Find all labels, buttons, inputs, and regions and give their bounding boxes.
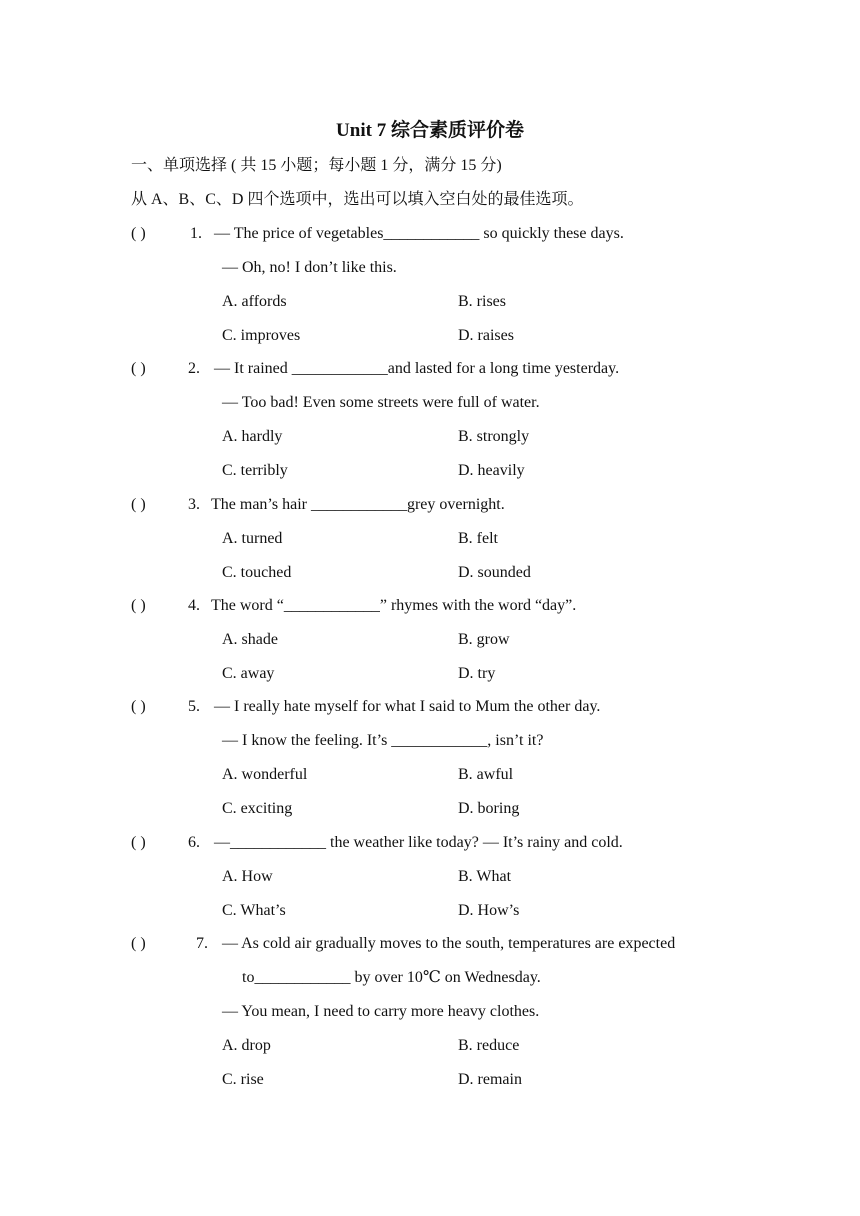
answer-blank[interactable]: ( ) (131, 496, 146, 513)
option-b[interactable]: B. rises (458, 293, 506, 310)
question-stem: — As cold air gradually moves to the south, temperatures are expected (222, 935, 676, 952)
question-number: 6. (188, 834, 200, 851)
answer-blank[interactable]: ( ) (131, 360, 146, 377)
option-c[interactable]: C. terribly (222, 462, 288, 479)
option-d[interactable]: D. try (458, 665, 496, 682)
question-number: 7. (196, 935, 208, 952)
option-a[interactable]: A. shade (222, 631, 278, 648)
section-heading: 一、单项选择 ( 共 15 小题；每小题 1 分，满分 15 分) (131, 157, 502, 174)
option-a[interactable]: A. wonderful (222, 766, 308, 783)
option-c[interactable]: C. touched (222, 564, 292, 581)
option-c[interactable]: C. rise (222, 1071, 264, 1088)
question-stem: — I know the feeling. It’s ____________, isn’t it? (222, 732, 544, 749)
option-c[interactable]: C. improves (222, 327, 301, 344)
option-a[interactable]: A. hardly (222, 428, 283, 445)
question-stem: to____________ by over 10℃ on Wednesday. (242, 969, 541, 986)
question-stem: The man’s hair ____________grey overnight. (211, 496, 505, 513)
option-d[interactable]: D. boring (458, 800, 520, 817)
option-c[interactable]: C. What’s (222, 902, 286, 919)
question-number: 2. (188, 360, 200, 377)
question-number: 5. (188, 698, 200, 715)
option-a[interactable]: A. affords (222, 293, 287, 310)
answer-blank[interactable]: ( ) (131, 834, 146, 851)
question-stem: — I really hate myself for what I said to Mum the other day. (214, 698, 601, 715)
question-stem: — You mean, I need to carry more heavy clothes. (222, 1003, 540, 1020)
answer-blank[interactable]: ( ) (131, 935, 146, 952)
option-b[interactable]: B. reduce (458, 1037, 520, 1054)
option-d[interactable]: D. How’s (458, 902, 520, 919)
question-stem: — Too bad! Even some streets were full of water. (222, 394, 540, 411)
question-stem: — It rained ____________and lasted for a long time yesterday. (214, 360, 620, 377)
answer-blank[interactable]: ( ) (131, 225, 146, 242)
question-number: 3. (188, 496, 200, 513)
option-c[interactable]: C. away (222, 665, 275, 682)
option-a[interactable]: A. How (222, 868, 273, 885)
option-a[interactable]: A. turned (222, 530, 283, 547)
answer-blank[interactable]: ( ) (131, 698, 146, 715)
option-b[interactable]: B. felt (458, 530, 498, 547)
option-b[interactable]: B. grow (458, 631, 510, 648)
option-b[interactable]: B. What (458, 868, 512, 885)
option-d[interactable]: D. heavily (458, 462, 525, 479)
option-d[interactable]: D. remain (458, 1071, 522, 1088)
question-stem: The word “____________” rhymes with the word “day”. (211, 597, 577, 614)
question-stem: — The price of vegetables____________ so quickly these days. (214, 225, 624, 242)
option-c[interactable]: C. exciting (222, 800, 293, 817)
option-a[interactable]: A. drop (222, 1037, 271, 1054)
question-stem: —____________ the weather like today? — It’s rainy and cold. (214, 834, 623, 851)
option-d[interactable]: D. raises (458, 327, 514, 344)
question-number: 4. (188, 597, 200, 614)
question-stem: — Oh, no! I don’t like this. (222, 259, 397, 276)
answer-blank[interactable]: ( ) (131, 597, 146, 614)
question-number: 1. (190, 225, 202, 242)
page-title: Unit 7 综合素质评价卷 (336, 120, 524, 141)
option-b[interactable]: B. awful (458, 766, 514, 783)
instruction-text: 从 A、B、C、D 四个选项中，选出可以填入空白处的最佳选项。 (131, 191, 584, 208)
option-d[interactable]: D. sounded (458, 564, 531, 581)
option-b[interactable]: B. strongly (458, 428, 530, 445)
